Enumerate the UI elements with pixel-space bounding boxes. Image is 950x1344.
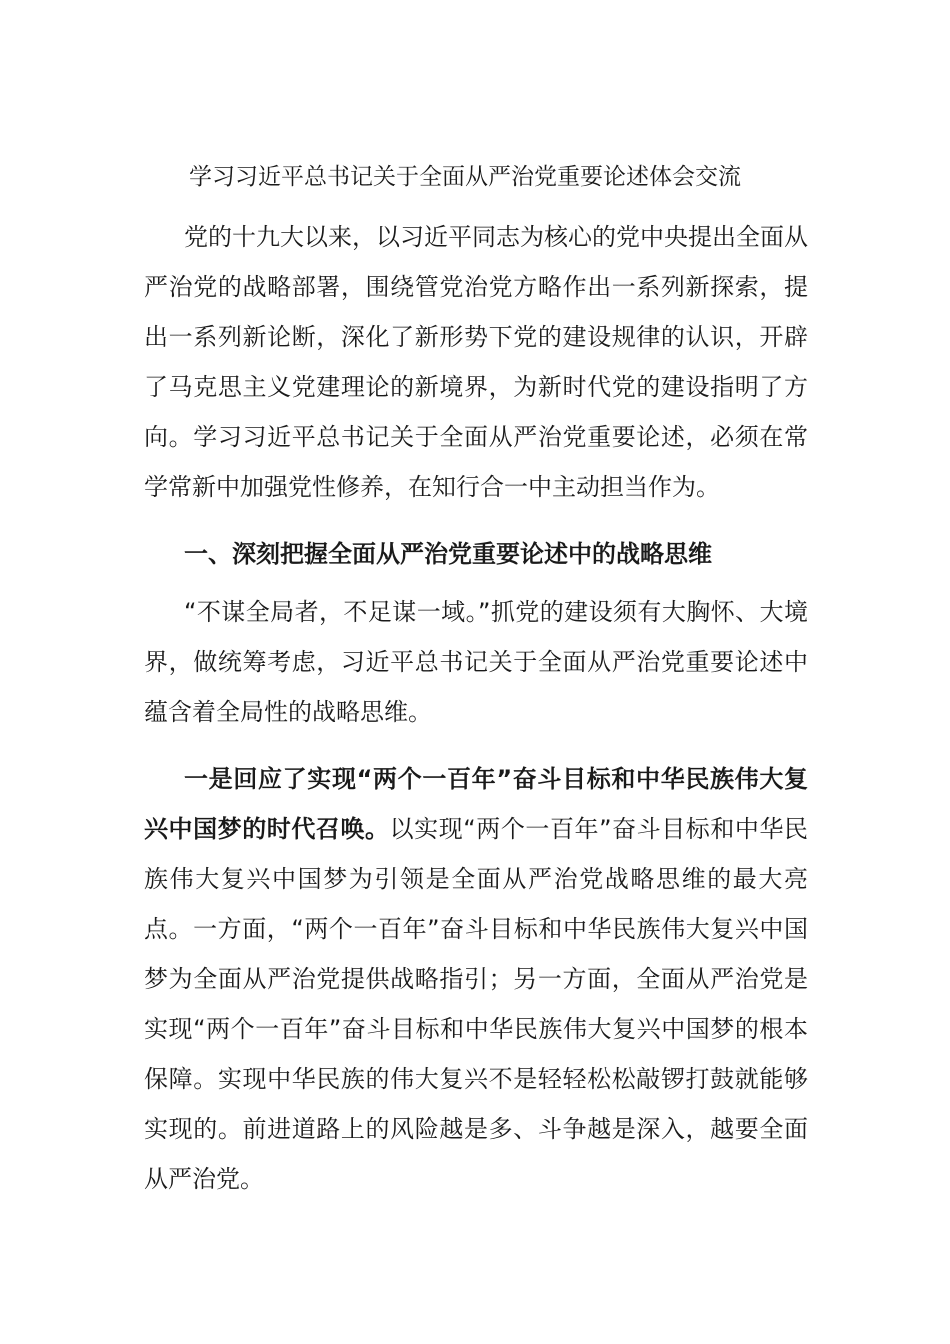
point-paragraph — [144, 754, 808, 1204]
document-title: 学习习近平总书记关于全面从严治党重要论述体会交流 — [189, 164, 741, 190]
quote-paragraph: “不谋全局者，不足谋一域。”抓党的建设须有大胸怀、大境界，做统筹考虑，习近平总书记关于全面从严治党重要论述中蕴含着全局性的战略思维。 — [144, 598, 808, 726]
point-lead: 一是回应了实现“两个一百年”奋斗目标和中华民族伟大复兴中国梦的时代召唤。 — [144, 765, 808, 843]
point-body: 以实现“两个一百年”奋斗目标和中华民族伟大复兴中国梦为引领是全面从严治党战略思维的最大亮点。一方面，“两个一百年”奋斗目标和中华民族伟大复兴中国梦为全面从严治党提供战略指引；另一方面，全面从严治党是实现“两个一百年”奋斗目标和中华民族伟大复兴中国梦的根本保障。实现中华民族的伟大复兴不是轻轻松松敲锣打鼓就能够实现的。前进道路上的风险越是多、斗争越是深入，越要全面从严治党。 — [144, 815, 808, 1193]
document-body — [144, 152, 808, 1204]
intro-paragraph: 党的十九大以来，以习近平同志为核心的党中央提出全面从严治党的战略部署，围绕管党治党方略作出一系列新探索，提出一系列新论断，深化了新形势下党的建设规律的认识，开辟了马克思主义党建理论的新境界，为新时代党的建设指明了方向。学习习近平总书记关于全面从严治党重要论述，必须在常学常新中加强党性修养，在知行合一中主动担当作为。 — [144, 223, 808, 501]
section-heading: 一、深刻把握全面从严治党重要论述中的战略思维 — [184, 540, 712, 568]
